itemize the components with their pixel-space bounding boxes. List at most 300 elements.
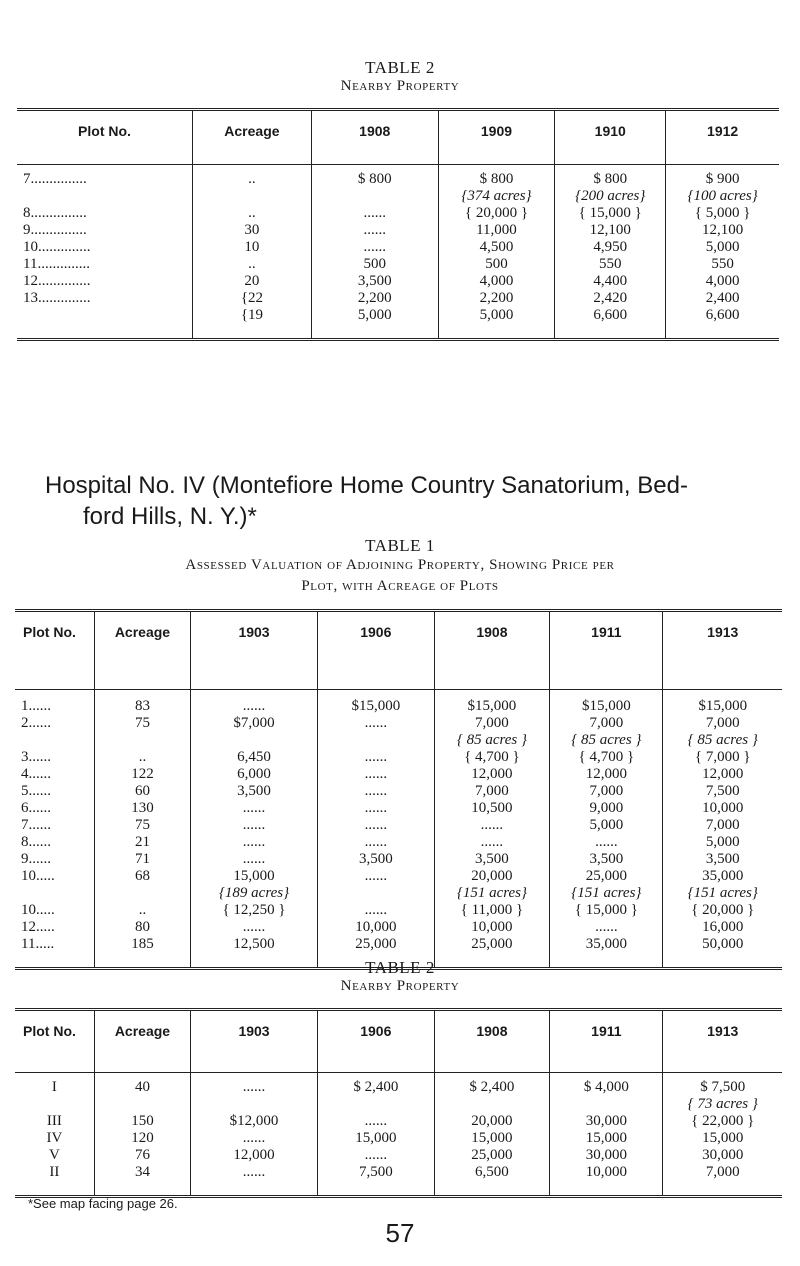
cell-value: 550 [711,256,734,272]
table-cell [94,800,190,817]
table-cell [15,1079,94,1096]
cell-value: 3,500 [705,851,740,867]
cell-value: 20,000 [471,1113,513,1129]
table-cell [17,188,192,205]
table-cell [15,834,94,851]
table-cell [94,698,190,715]
cell-value: 9...... [21,851,51,867]
table-cell [94,1096,190,1113]
table-cell [434,936,550,953]
table-cell [555,239,666,256]
table-cell [438,188,555,205]
cell-value: 9............... [23,222,87,238]
table-cell [15,732,94,749]
table-cell [317,783,434,800]
cell-value: $ 900 [705,171,740,187]
column-header: 1906 [317,611,434,690]
spacer-cell [192,324,311,340]
table-a [17,108,779,341]
spacer-cell [434,1181,550,1197]
cell-value: 21 [134,834,150,850]
spacer-row [15,690,782,699]
table-row [15,800,782,817]
table-cell [15,783,94,800]
cell-value: 40 [134,1079,150,1095]
cell-value: ...... [595,919,618,935]
table-cell [317,919,434,936]
cell-value: { 22,000 } [691,1113,755,1129]
cell-value: 4,500 [479,239,514,255]
table-cell [17,205,192,222]
cell-value: $ 4,000 [583,1079,629,1095]
column-header: 1913 [663,1010,782,1073]
cell-value: 5,000 [705,239,740,255]
table-cell [317,834,434,851]
table-b [15,609,782,970]
cell-value: 50,000 [702,936,744,952]
cell-value: 7,000 [589,783,624,799]
table-cell [666,188,779,205]
table-c-header [15,1010,782,1073]
table-cell [434,1164,550,1181]
table-cell [191,715,318,732]
table-cell [550,902,663,919]
table-cell [94,868,190,885]
cell-value: 25,000 [471,1147,513,1163]
table-cell [438,307,555,324]
table-row [15,1096,782,1113]
cell-value: ...... [242,817,266,833]
table-cell [555,307,666,324]
cell-value: 3,500 [237,783,271,799]
table-cell [192,307,311,324]
cell-value: 76 [134,1147,150,1163]
cell-value: .. [248,256,256,272]
table-cell [192,205,311,222]
cell-value: { 20,000 } [464,205,529,221]
cell-value: 5,000 [705,834,740,850]
table-cell [663,749,782,766]
cell-value: { 85 acres } [456,732,528,748]
cell-value: { 7,000 } [694,749,751,765]
spacer-cell [17,324,192,340]
table-cell [94,1130,190,1147]
cell-value: ...... [242,919,266,935]
cell-value: ...... [364,1113,388,1129]
table-cell [15,868,94,885]
table-cell [550,783,663,800]
cell-value: 20 [244,273,260,289]
table-row [15,1164,782,1181]
spacer-cell [94,1181,190,1197]
table-cell [317,885,434,902]
cell-value: 83 [134,698,150,714]
table-row [15,766,782,783]
bottom-row [17,324,779,340]
cell-value: { 73 acres } [687,1096,758,1112]
table-cell [192,188,311,205]
table-cell [191,1147,318,1164]
table-b-subtitle-line1: Assessed Valuation of Adjoining Property, Showing Price per [185,557,615,573]
cell-value: 25,000 [355,936,397,952]
cell-value: {19 [240,307,264,323]
spacer-cell [434,690,550,699]
table-cell [17,307,192,324]
spacer-cell [317,1181,434,1197]
cell-value: 2,400 [705,290,740,306]
table-cell [191,902,318,919]
table-cell [666,307,779,324]
table-cell [94,919,190,936]
column-header: 1908 [434,1010,550,1073]
table-cell [663,851,782,868]
cell-value: {151 acres} [456,885,528,901]
table-c-title: TABLE 2 [365,958,435,977]
table-cell [311,273,438,290]
table-cell [555,256,666,273]
table-cell [94,1079,190,1096]
table-cell [434,1130,550,1147]
cell-value: 4,000 [479,273,514,289]
cell-value: 8...... [21,834,51,850]
cell-value: $ 800 [357,171,392,187]
table-cell [550,885,663,902]
table-cell [663,715,782,732]
cell-value: 16,000 [702,919,744,935]
cell-value: 150 [131,1113,154,1129]
cell-value: ...... [480,834,504,850]
table-cell [317,1130,434,1147]
table-cell [550,1164,663,1181]
cell-value: ...... [364,766,388,782]
cell-value: { 20,000 } [691,902,755,918]
table-cell [434,919,550,936]
table-row [17,273,779,290]
header-row [15,1010,782,1073]
table-row [15,749,782,766]
table-cell [663,885,782,902]
table-cell [191,698,318,715]
cell-value: 7,500 [705,783,740,799]
table-cell [94,715,190,732]
table-cell [94,851,190,868]
table-cell [317,902,434,919]
cell-value: 30 [244,222,260,238]
table-cell [15,1147,94,1164]
table-cell [666,205,779,222]
cell-value: 6,600 [593,307,628,323]
column-header: Plot No. [15,611,94,690]
table-cell [191,749,318,766]
table-b-header [15,611,782,690]
cell-value: ...... [364,868,388,884]
table-cell [94,817,190,834]
table-cell [663,1079,782,1096]
table-cell [317,1079,434,1096]
table-cell [663,919,782,936]
table-cell [663,1096,782,1113]
cell-value: $15,000 [698,698,748,714]
table-cell [550,749,663,766]
cell-value: 12,000 [585,766,627,782]
table-cell [434,698,550,715]
table-cell [434,885,550,902]
table-cell [311,239,438,256]
table-cell [191,732,318,749]
cell-value: ...... [595,834,618,850]
cell-value: 13.............. [23,290,91,306]
table-cell [94,834,190,851]
cell-value: { 4,700 } [578,749,635,765]
table-cell [192,239,311,256]
table-cell [15,1096,94,1113]
cell-value: ...... [363,239,386,255]
spacer-cell [663,1181,782,1197]
table-cell [192,171,311,188]
column-header: 1911 [550,1010,663,1073]
cell-value: ...... [364,834,388,850]
table-cell [317,851,434,868]
cell-value: 12,000 [233,1147,275,1163]
table-row [17,205,779,222]
spacer-cell [191,1181,318,1197]
spacer-cell [317,690,434,699]
cell-value: ...... [242,800,266,816]
cell-value: 6...... [21,800,51,816]
table-a-header [17,110,779,165]
cell-value: 1...... [21,698,51,714]
table-cell [17,239,192,256]
table-row [15,1079,782,1096]
table-cell [311,307,438,324]
cell-value: 10,000 [471,919,513,935]
cell-value: 10..... [21,902,55,918]
cell-value: 6,600 [705,307,740,323]
table-cell [434,868,550,885]
table-cell [434,1079,550,1096]
cell-value: 12,000 [471,766,513,782]
table-row [15,698,782,715]
cell-value: 10 [244,239,260,255]
table-cell [434,817,550,834]
cell-value: 25,000 [585,868,627,884]
table-cell [550,1079,663,1096]
cell-value: 12,000 [702,766,744,782]
table-cell [438,171,555,188]
column-header: 1911 [550,611,663,690]
table-cell [550,732,663,749]
cell-value: 500 [485,256,508,272]
table-cell [94,885,190,902]
table-cell [317,1164,434,1181]
cell-value: 2...... [21,715,51,731]
table-cell [191,851,318,868]
table-cell [317,800,434,817]
table-cell [663,817,782,834]
column-header: Plot No. [17,110,192,165]
cell-value: 4,950 [593,239,628,255]
cell-value: 15,000 [355,1130,397,1146]
cell-value: 20,000 [471,868,513,884]
cell-value: 8............... [23,205,87,221]
cell-value: { 11,000 } [460,902,524,918]
cell-value: II [49,1164,60,1180]
table-c-subtitle: Nearby Property [340,978,460,994]
cell-value: 35,000 [702,868,744,884]
table-cell [15,885,94,902]
table-cell [15,919,94,936]
spacer-cell [438,324,555,340]
cell-value: 30,000 [585,1113,627,1129]
cell-value: 3,500 [475,851,509,867]
table-cell [663,936,782,953]
cell-value: 12.............. [23,273,91,289]
table-cell [311,171,438,188]
table-cell [438,222,555,239]
table-cell [663,800,782,817]
column-header: 1903 [191,1010,318,1073]
table-cell [550,1096,663,1113]
table-cell [550,1147,663,1164]
table-cell [550,800,663,817]
table-cell [191,800,318,817]
column-header: 1903 [191,611,318,690]
table-cell [555,273,666,290]
table-row [15,919,782,936]
cell-value: 7,000 [705,715,740,731]
table-cell [17,256,192,273]
table-cell [317,749,434,766]
header-row [15,611,782,690]
table-cell [311,256,438,273]
table-cell [15,1113,94,1130]
cell-value: $ 800 [479,171,514,187]
cell-value: .. [248,205,256,221]
cell-value: .. [138,749,147,765]
cell-value: 7,000 [589,715,624,731]
cell-value: ...... [242,834,266,850]
cell-value: 5,000 [357,307,392,323]
table-a-body [17,165,779,340]
table-cell [191,919,318,936]
cell-value: 71 [134,851,150,867]
cell-value: 7,500 [358,1164,393,1180]
cell-value: {100 acres} [687,188,758,204]
cell-value: 35,000 [585,936,627,952]
column-header: 1910 [555,110,666,165]
table-row [17,290,779,307]
table-cell [434,1147,550,1164]
table-cell [192,273,311,290]
table-cell [191,834,318,851]
cell-value: 10..... [21,868,55,884]
table-cell [663,698,782,715]
table-row [15,936,782,953]
cell-value: III [46,1113,62,1129]
cell-value: 80 [134,919,150,935]
table-cell [94,783,190,800]
table-cell [666,273,779,290]
table-row [17,188,779,205]
table-cell [666,239,779,256]
cell-value: 12,100 [701,222,744,238]
table-cell [94,1147,190,1164]
cell-value: 10,000 [585,1164,627,1180]
cell-value: 3,500 [589,851,624,867]
spacer-cell [663,690,782,699]
table-cell [191,1096,318,1113]
table-cell [191,936,318,953]
column-header: 1909 [438,110,555,165]
hospital-heading-line1: Hospital No. IV (Montefiore Home Country Sanatorium, Bed- [45,472,688,499]
cell-value: $ 7,500 [700,1079,746,1095]
cell-value: V [48,1147,60,1163]
cell-value: { 85 acres } [687,732,758,748]
table-cell [434,902,550,919]
spacer-cell [94,690,190,699]
table-cell [15,851,94,868]
table-cell [94,749,190,766]
cell-value: $15,000 [467,698,517,714]
table-row [15,715,782,732]
cell-value: 11.............. [23,256,90,272]
table-cell [550,766,663,783]
table-c-body [15,1073,782,1197]
cell-value: { 4,700 } [464,749,520,765]
column-header: 1908 [434,611,550,690]
table-cell [317,868,434,885]
table-cell [438,290,555,307]
cell-value: .. [248,171,256,187]
table-cell [434,766,550,783]
cell-value: ...... [242,1079,266,1095]
table-b-title: TABLE 1 [365,536,435,555]
spacer-cell [311,324,438,340]
cell-value: ...... [242,1164,266,1180]
cell-value: 5,000 [479,307,514,323]
table-cell [94,936,190,953]
table-cell [666,171,779,188]
table-cell [191,1079,318,1096]
table-cell [663,783,782,800]
table-cell [438,273,555,290]
table-cell [15,698,94,715]
cell-value: 68 [134,868,150,884]
table-cell [192,256,311,273]
table-cell [311,222,438,239]
table-cell [438,239,555,256]
cell-value: 10,000 [355,919,397,935]
cell-value: {374 acres} [461,188,532,204]
cell-value: 120 [131,1130,154,1146]
table-cell [15,800,94,817]
cell-value: 3,500 [358,851,393,867]
table-cell [666,256,779,273]
cell-value: ...... [242,698,266,714]
table-cell [550,919,663,936]
table-cell [317,817,434,834]
column-header: Acreage [94,611,190,690]
spacer-cell [666,324,779,340]
table-cell [663,902,782,919]
cell-value: 3,500 [357,273,392,289]
spacer-cell [550,690,663,699]
table-row [15,1147,782,1164]
cell-value: 2,200 [357,290,392,306]
table-cell [317,715,434,732]
cell-value: 30,000 [702,1147,744,1163]
table-cell [17,171,192,188]
